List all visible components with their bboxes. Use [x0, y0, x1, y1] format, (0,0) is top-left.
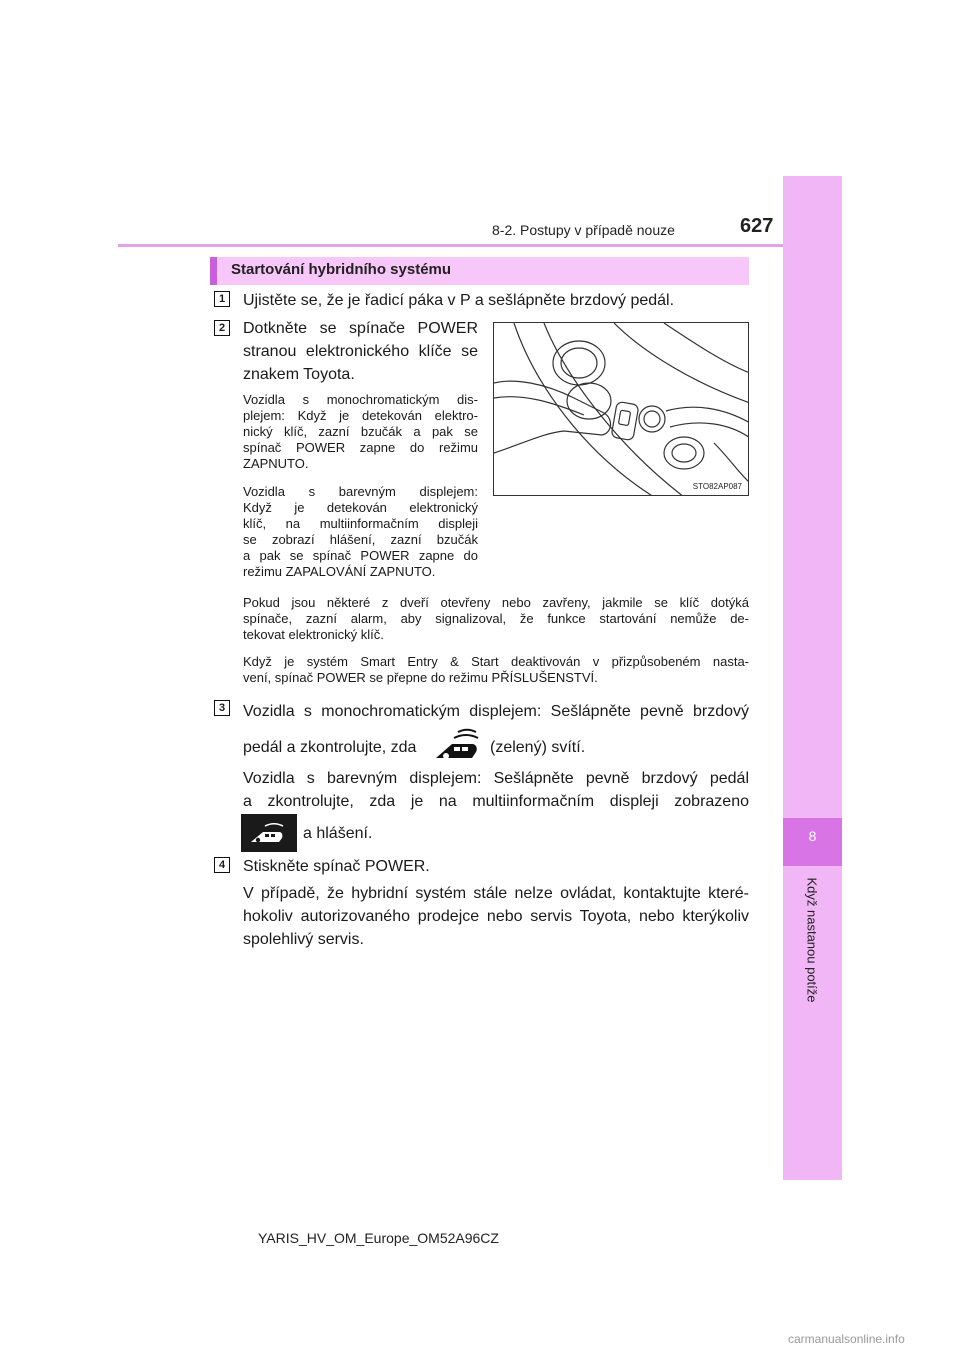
closing-line: V případě, že hybridní systém stále nelze ovládat, kontaktujte které-	[243, 885, 749, 902]
illustration-key-touch	[493, 322, 749, 496]
page-number: 627	[740, 215, 774, 237]
step-number-1: 1	[214, 291, 230, 307]
step-2-line-3: znakem Toyota.	[243, 366, 355, 383]
step-3-color-line-3: a hlášení.	[303, 825, 373, 842]
color-note-line: a pak se spínač POWER zapne do	[243, 548, 478, 563]
step-3-mono-line-1: Vozidla s monochromatickým displejem: Sešlápněte pevně brzdový	[243, 703, 749, 720]
step-3-mono-line-2b: (zelený) svítí.	[490, 739, 586, 756]
watermark: carmanualsonline.info	[788, 1332, 905, 1346]
step-number-3: 3	[214, 700, 230, 716]
key-display-icon	[241, 814, 297, 852]
side-tab-label: Když nastanou potíže	[804, 877, 820, 1003]
color-note-line: režimu ZAPALOVÁNÍ ZAPNUTO.	[243, 564, 436, 579]
step-4-text: Stiskněte spínač POWER.	[243, 858, 430, 875]
door-note-line: tekovat elektronický klíč.	[243, 627, 384, 642]
step-number-4: 4	[214, 857, 230, 873]
door-note-line: Pokud jsou některé z dveří otevřeny nebo zavřeny, jakmile se klíč dotýká	[243, 595, 749, 610]
document-code: YARIS_HV_OM_Europe_OM52A96CZ	[258, 1230, 499, 1246]
mono-note-line: plejem: Když je detekován elektro-	[243, 408, 478, 423]
key-touch-drawing	[494, 323, 749, 496]
smart-note-line: Když je systém Smart Entry & Start deaktivován v přizpůsobeném nasta-	[243, 654, 749, 669]
mono-note-line: ZAPNUTO.	[243, 456, 309, 471]
mono-note-line: spínač POWER zapne do režimu	[243, 440, 478, 455]
key-indicator-icon	[432, 728, 484, 764]
section-header	[210, 257, 749, 285]
step-2-line-1: Dotkněte se spínače POWER	[243, 320, 478, 337]
side-tab-number: 8	[808, 828, 817, 844]
chapter-title: 8-2. Postupy v případě nouze	[492, 222, 675, 238]
mono-note-line: Vozidla s monochromatickým dis-	[243, 392, 478, 407]
smart-note-line: vení, spínač POWER se přepne do režimu PŘÍSLUŠENSTVÍ.	[243, 670, 598, 685]
color-note-line: Vozidla s barevným displejem:	[243, 484, 478, 499]
color-note-line: Když je detekován elektronický	[243, 500, 478, 515]
closing-line: hokoliv autorizovaného prodejce nebo servis Toyota, nebo kterýkoliv	[243, 908, 749, 925]
step-number-2: 2	[214, 320, 230, 336]
step-3-color-line-1: Vozidla s barevným displejem: Sešlápněte pevně brzdový pedál	[243, 770, 749, 787]
header-divider	[118, 244, 783, 247]
color-note-line: se zobrazí hlášení, zazní bzučák	[243, 532, 478, 547]
color-note-line: klíč, na multiinformačním displeji	[243, 516, 478, 531]
step-3-color-line-2: a zkontrolujte, zda je na multiinformačním displeji zobrazeno	[243, 793, 749, 810]
step-2-line-2: stranou elektronického klíče se	[243, 343, 478, 360]
door-note-line: spínače, zazní alarm, aby signalizoval, že funkce startování nemůže de-	[243, 611, 749, 626]
side-tab	[783, 176, 842, 1180]
closing-line: spolehlivý servis.	[243, 931, 364, 948]
step-1-text: Ujistěte se, že je řadicí páka v P a sešlápněte brzdový pedál.	[243, 292, 675, 309]
illustration-code: STO82AP087	[692, 482, 742, 491]
step-3-mono-line-2a: pedál a zkontrolujte, zda	[243, 739, 417, 756]
mono-note-line: nický klíč, zazní bzučák a pak se	[243, 424, 478, 439]
key-display-glyph	[241, 814, 297, 852]
key-indicator-glyph	[432, 728, 484, 764]
section-title: Startování hybridního systému	[231, 261, 452, 278]
